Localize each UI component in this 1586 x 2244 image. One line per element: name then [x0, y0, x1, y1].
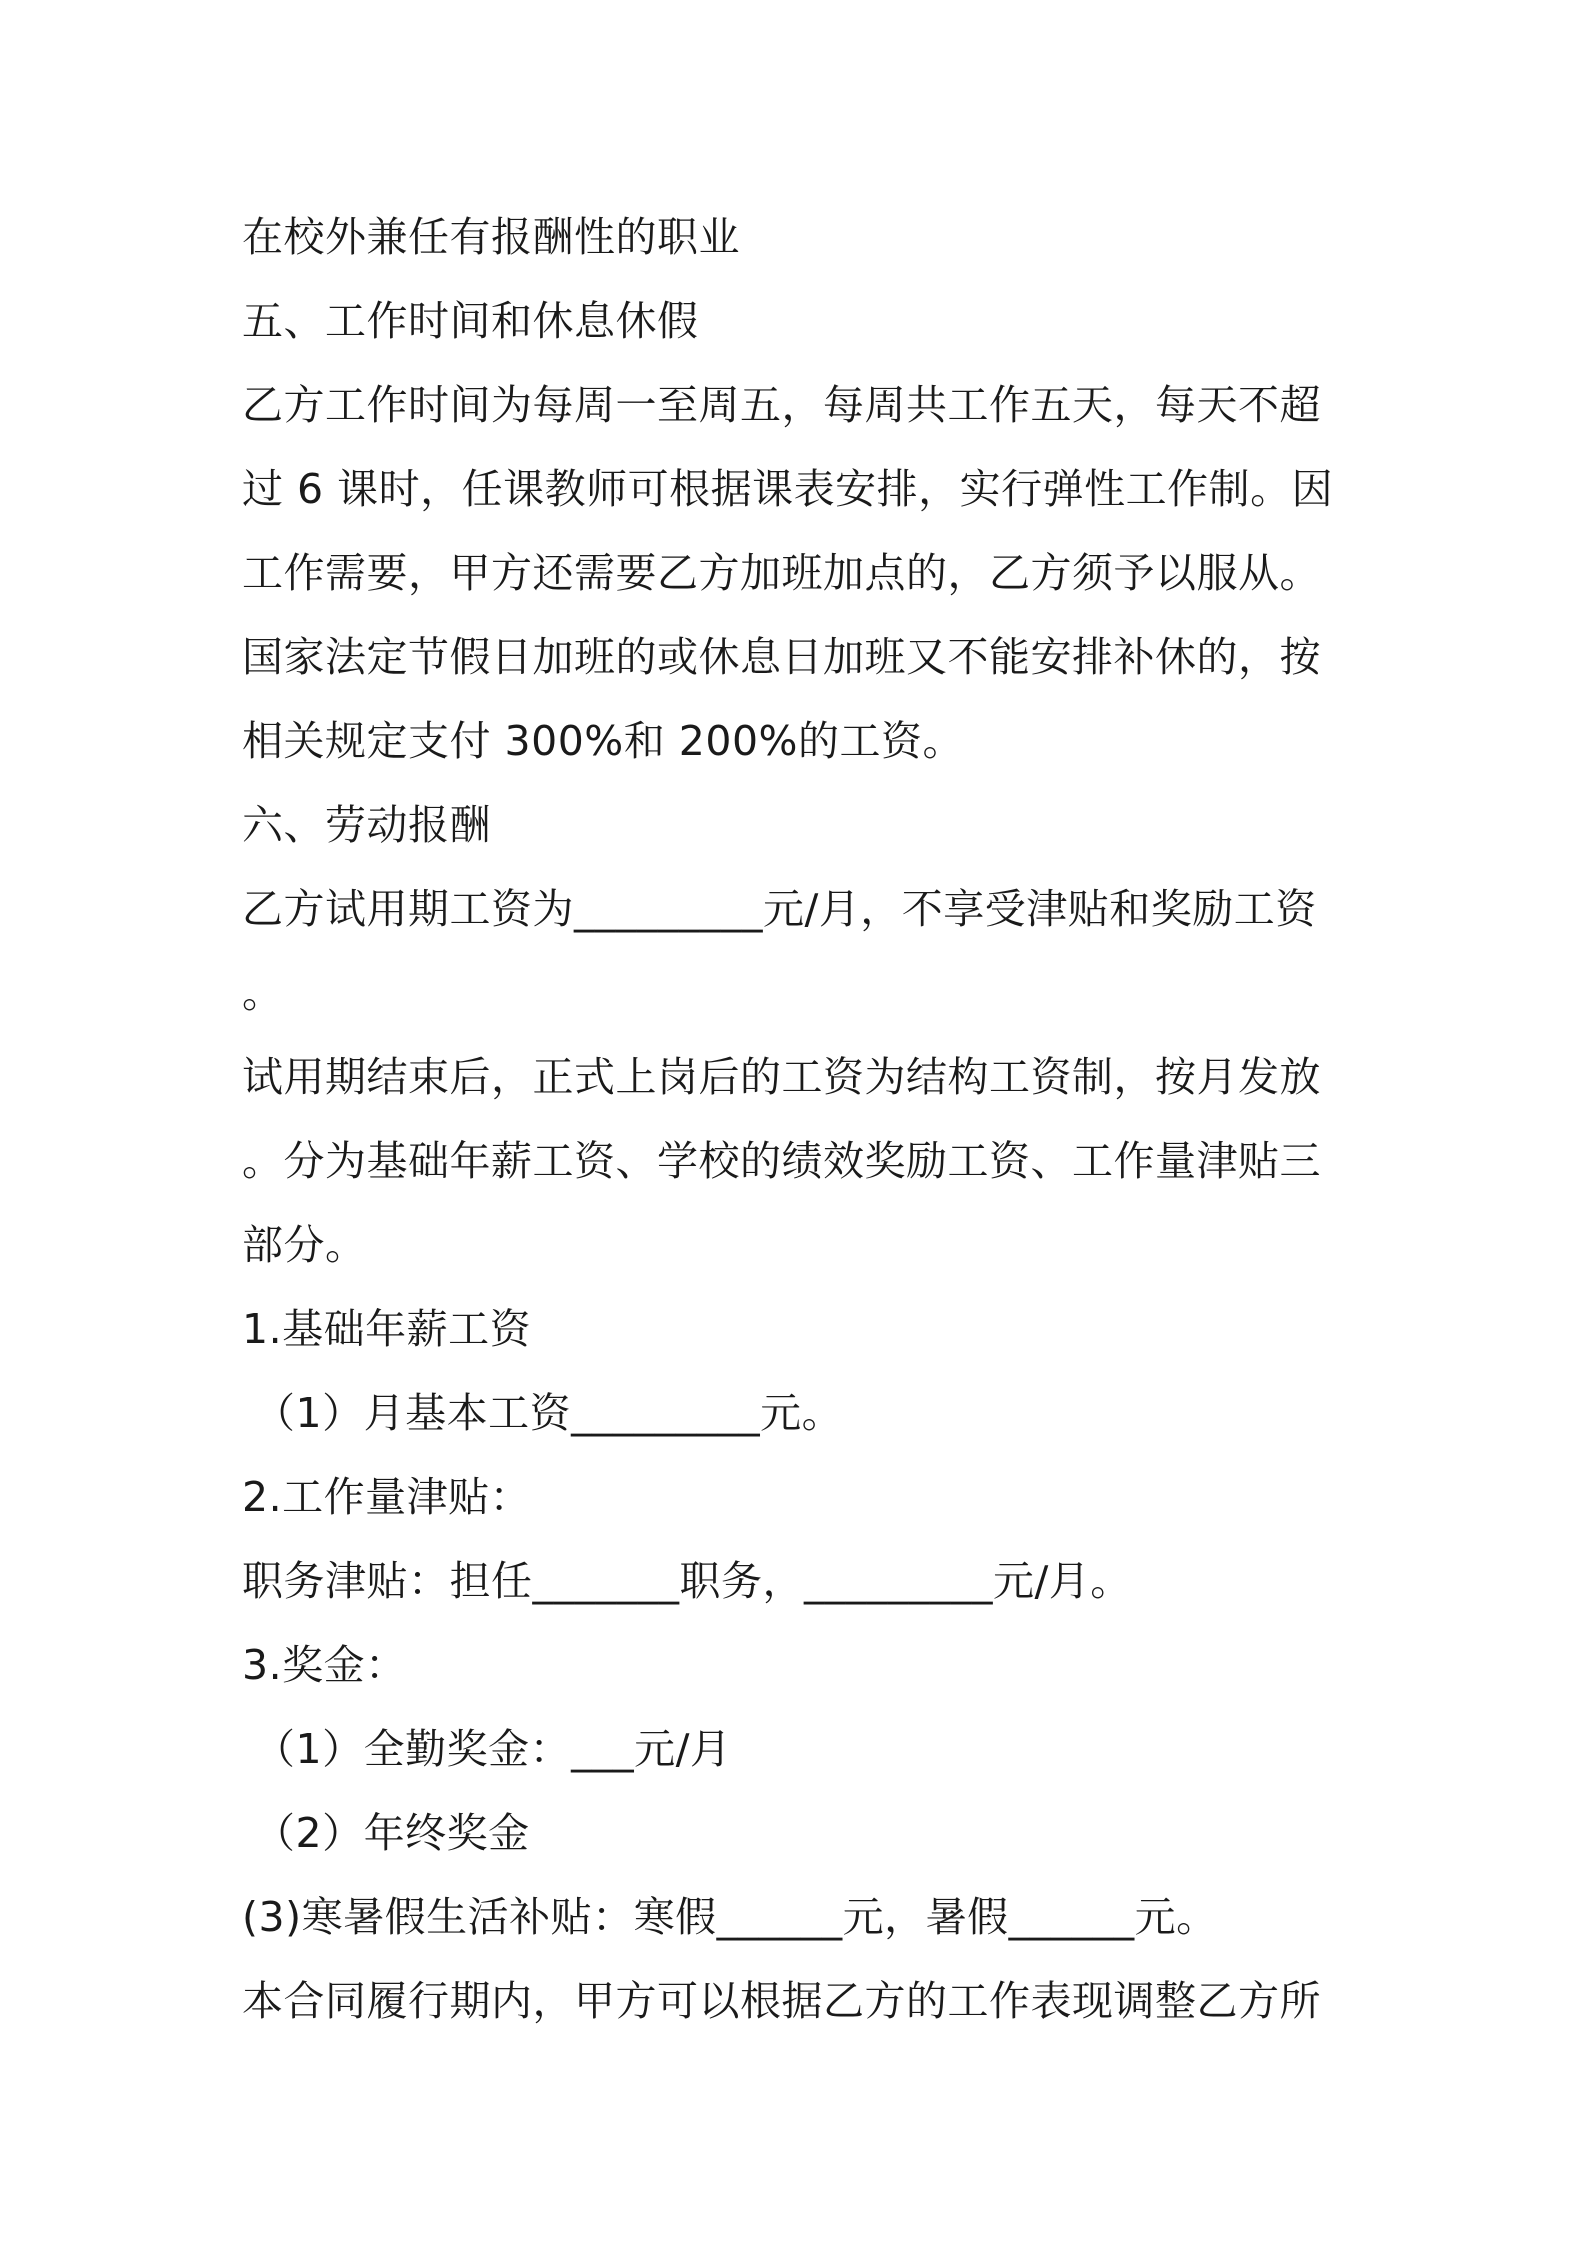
text-line-probation-salary: 乙方试用期工资为_________元/月，不享受津贴和奖励工资 [242, 885, 1317, 933]
text-line-structured-salary: 试用期结束后，正式上岗后的工资为结构工资制，按月发放 [242, 1053, 1321, 1101]
text-line-salary-parts-cont: 部分。 [242, 1221, 367, 1269]
text-line-contract-adjustment: 本合同履行期内，甲方可以根据乙方的工作表现调整乙方所 [242, 1977, 1321, 2025]
text-line-overtime: 工作需要，甲方还需要乙方加班加点的，乙方须予以服从。 [242, 549, 1321, 597]
text-line-part-time-job: 在校外兼任有报酬性的职业 [242, 213, 740, 261]
item-heading-workload-allowance: 2.工作量津贴： [242, 1473, 532, 1521]
text-line-salary-parts: 。分为基础年薪工资、学校的绩效奖励工资、工作量津贴三 [242, 1137, 1321, 1185]
text-line-work-schedule: 乙方工作时间为每周一至周五，每周共工作五天，每天不超 [242, 381, 1321, 429]
text-line-probation-salary-cont: 。 [242, 969, 284, 1017]
text-line-work-schedule-cont: 过 6 课时，任课教师可根据课表安排，实行弹性工作制。因 [242, 465, 1334, 513]
text-line-year-end-bonus: （2）年终奖金 [254, 1809, 530, 1857]
item-heading-base-salary: 1.基础年薪工资 [242, 1305, 532, 1353]
item-heading-bonus: 3.奖金： [242, 1641, 407, 1689]
text-line-position-allowance: 职务津贴：担任_______职务，_________元/月。 [242, 1557, 1132, 1605]
text-line-overtime-pay: 相关规定支付 300%和 200%的工资。 [242, 717, 964, 765]
text-line-holiday-overtime: 国家法定节假日加班的或休息日加班又不能安排补休的，按 [242, 633, 1321, 681]
text-line-attendance-bonus: （1）全勤奖金：___元/月 [254, 1725, 732, 1773]
section-heading-compensation: 六、劳动报酬 [242, 801, 491, 849]
section-heading-work-hours: 五、工作时间和休息休假 [242, 297, 699, 345]
text-line-monthly-base-salary: （1）月基本工资_________元。 [254, 1389, 844, 1437]
text-line-vacation-allowance: (3)寒暑假生活补贴：寒假______元，暑假______元。 [242, 1893, 1218, 1941]
document-body [242, 195, 1362, 2043]
